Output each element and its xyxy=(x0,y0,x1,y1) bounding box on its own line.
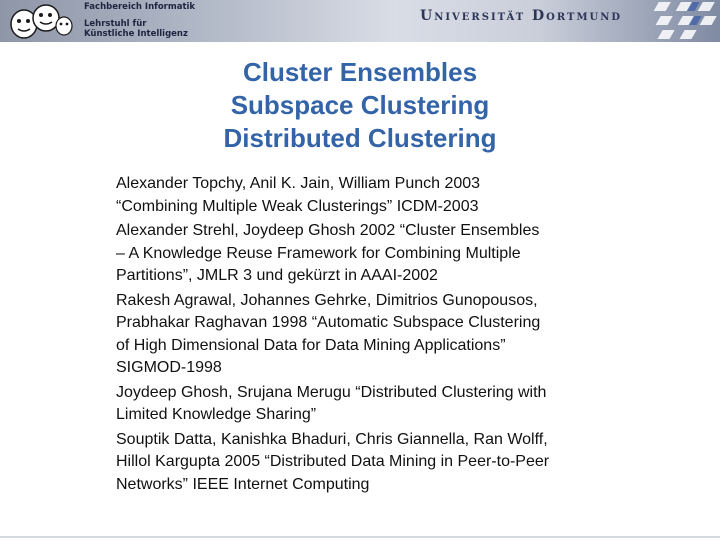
reference-line: Networks” IEEE Internet Computing xyxy=(116,475,370,493)
title-line2: Subspace Clustering xyxy=(230,90,490,120)
reference-line: Souptik Datta, Kanishka Bhaduri, Chris Giannella, Ran Wolff, xyxy=(116,430,548,448)
reference-item xyxy=(116,382,616,427)
smiley-faces-logo-icon xyxy=(6,2,76,40)
reference-line: Alexander Topchy, Anil K. Jain, William Punch 2003 xyxy=(116,175,481,192)
reference-item xyxy=(116,290,616,380)
university-name: Universität Dortmund xyxy=(420,8,623,24)
reference-item xyxy=(116,429,616,497)
title-line3: Distributed Clustering xyxy=(223,123,497,153)
reference-line: Rakesh Agrawal, Johannes Gehrke, Dimitrios Gunopousos, xyxy=(116,291,538,309)
reference-line: Partitions”, JMLR 3 und gekürzt in AAAI-2002 xyxy=(116,267,438,284)
title-line1: Cluster Ensembles xyxy=(242,57,478,87)
reference-line: Joydeep Ghosh, Srujana Merugu “Distributed Clustering with xyxy=(116,383,547,401)
department-label xyxy=(84,2,195,40)
reference-item xyxy=(116,173,616,218)
reference-item xyxy=(116,220,616,288)
reference-list xyxy=(116,173,616,498)
department-line3: Künstliche Intelligenz xyxy=(84,29,188,39)
reference-line: of High Dimensional Data for Data Mining Applications” xyxy=(116,336,506,354)
reference-line: Hillol Kargupta 2005 “Distributed Data Mining in Peer-to-Peer xyxy=(116,453,550,470)
header-banner xyxy=(0,0,720,42)
reference-line: “Combining Multiple Weak Clusterings” ICDM-2003 xyxy=(116,197,479,215)
reference-line: – A Knowledge Reuse Framework for Combining Multiple xyxy=(116,244,521,262)
reference-line: Prabhakar Raghavan 1998 “Automatic Subspace Clustering xyxy=(116,314,541,331)
reference-line: Alexander Strehl, Joydeep Ghosh 2002 “Cluster Ensembles xyxy=(116,222,540,239)
reference-line: SIGMOD-1998 xyxy=(116,359,222,376)
reference-line: Limited Knowledge Sharing” xyxy=(116,406,317,423)
slide-title xyxy=(0,56,720,155)
department-line2: Lehrstuhl für xyxy=(84,18,147,29)
footer-divider xyxy=(0,536,720,538)
diagonal-tiles-icon xyxy=(630,0,720,42)
department-line1: Fachbereich Informatik xyxy=(84,2,196,12)
